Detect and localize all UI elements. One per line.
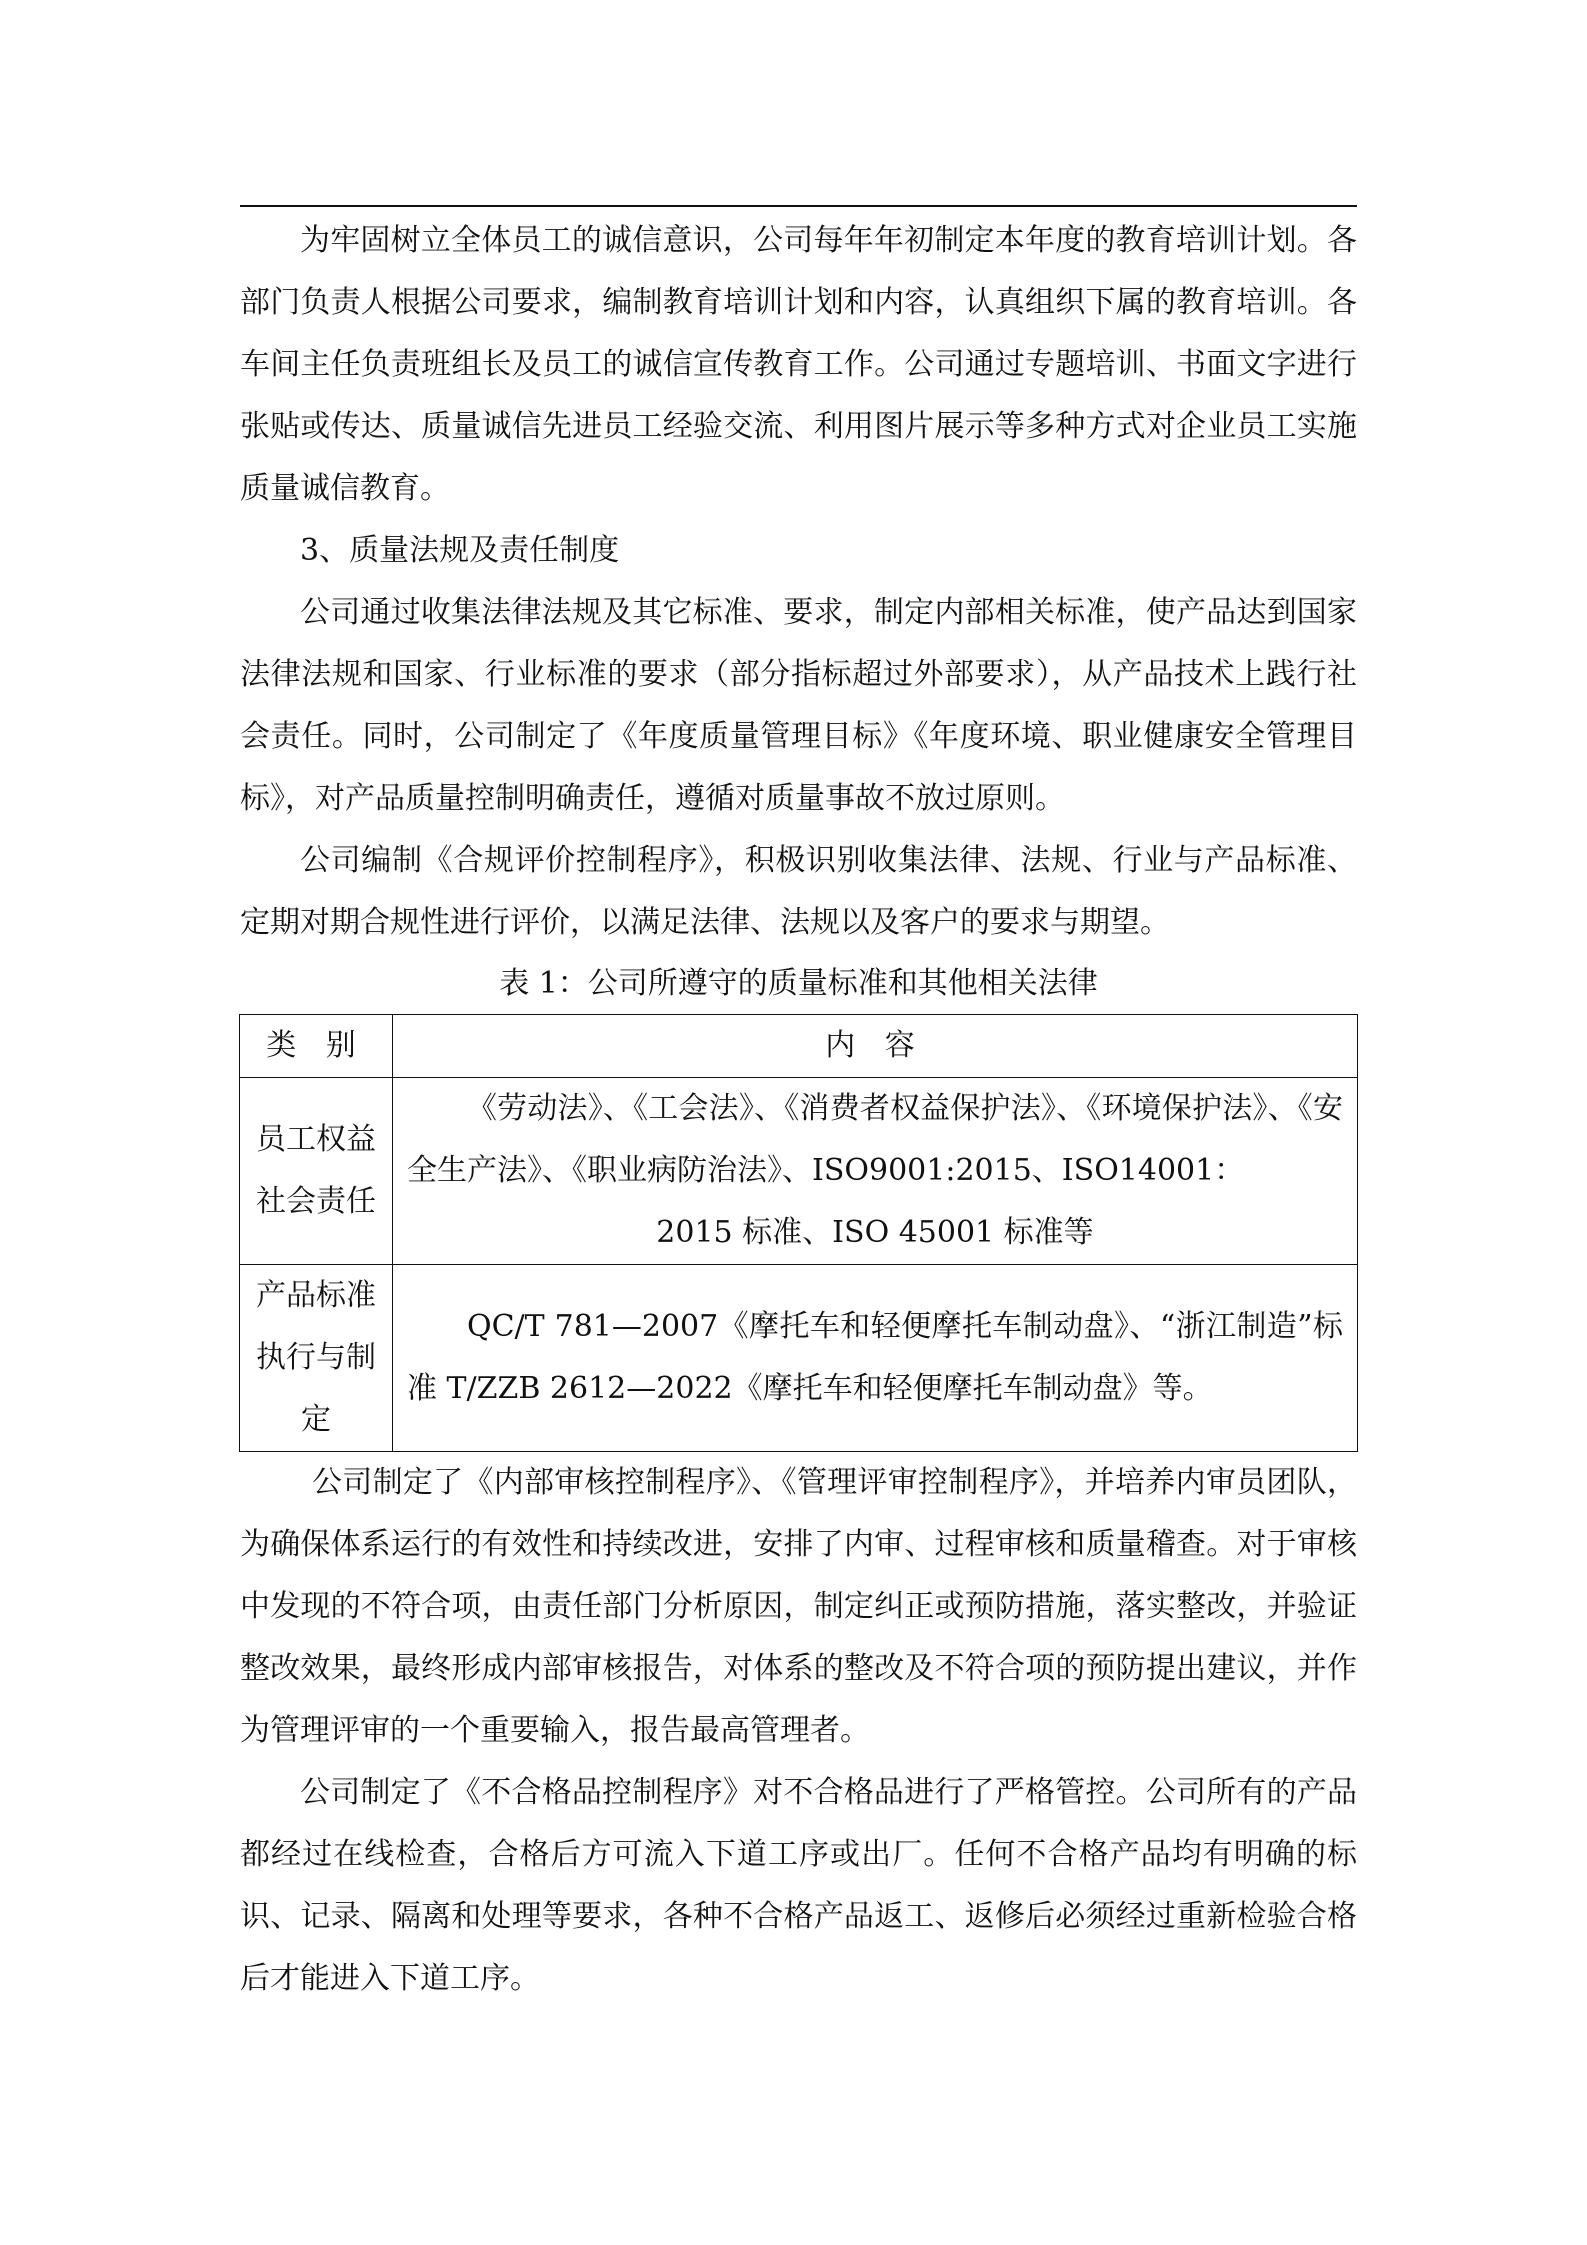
table-cell-category: 员工权益社会责任	[240, 1078, 393, 1265]
paragraph-nonconforming-control: 公司制定了《不合格品控制程序》对不合格品进行了严格管控。公司所有的产品都经过在线检查，合格后方可流入下道工序或出厂。任何不合格产品均有明确的标识、记录、隔离和处理等要求，各种不合格产品返工、返修后必须经过重新检验合格后才能进入下道工序。	[240, 1775, 1357, 1996]
paragraph-internal-audit: 公司制定了《内部审核控制程序》、《管理评审控制程序》，并培养内审员团队，为确保体系运行的有效性和持续改进，安排了内审、过程审核和质量稽查。对于审核中发现的不符合项，由责任部门分析原因，制定纠正或预防措施，落实整改，并验证整改效果，最终形成内部审核报告，对体系的整改及不符合项的预防提出建议，并作为管理评审的一个重要输入，报告最高管理者。	[240, 1465, 1357, 1748]
table-row	[240, 1078, 1358, 1265]
table-row	[240, 1265, 1358, 1452]
header-rule	[240, 205, 1357, 207]
table-cell-content-main: QC/T 781—2007《摩托车和轻便摩托车制动盘》、“浙江制造”标准 T/ZZB 2612—2022《摩托车和轻便摩托车制动盘》等。	[407, 1309, 1343, 1406]
document-body	[240, 210, 1357, 2010]
table-caption: 表 1：公司所遵守的质量标准和其他相关法律	[499, 966, 1098, 1001]
table-cell-content-tail: 2015 标准、ISO 45001 标准等	[656, 1215, 1094, 1250]
table-header-row	[240, 1015, 1358, 1078]
paragraph-compliance-evaluation: 公司编制《合规评价控制程序》，积极识别收集法律、法规、行业与产品标准、定期对期合规性进行评价，以满足法律、法规以及客户的要求与期望。	[240, 843, 1357, 940]
paragraph-integrity-training: 为牢固树立全体员工的诚信意识，公司每年年初制定本年度的教育培训计划。各部门负责人根据公司要求，编制教育培训计划和内容，认真组织下属的教育培训。各车间主任负责班组长及员工的诚信宣传教育工作。公司通过专题培训、书面文字进行张贴或传达、质量诚信先进员工经验交流、利用图片展示等多种方式对企业员工实施质量诚信教育。	[240, 223, 1357, 506]
standards-table	[239, 1014, 1358, 1452]
table-header-content: 内 容	[393, 1015, 1358, 1078]
table-cell-content-main: 《劳动法》、《工会法》、《消费者权益保护法》、《环境保护法》、《安全生产法》、《职业病防治法》、ISO9001:2015、ISO14001：	[407, 1091, 1343, 1188]
table-header-category: 类 别	[240, 1015, 393, 1078]
section-heading-quality-regulations: 3、质量法规及责任制度	[300, 533, 620, 568]
table-cell-content	[393, 1265, 1358, 1452]
table-cell-content	[393, 1078, 1358, 1265]
table-cell-category: 产品标准执行与制定	[240, 1265, 393, 1452]
paragraph-legal-standards: 公司通过收集法律法规及其它标准、要求，制定内部相关标准，使产品达到国家法律法规和国家、行业标准的要求（部分指标超过外部要求），从产品技术上践行社会责任。同时，公司制定了《年度质量管理目标》《年度环境、职业健康安全管理目标》，对产品质量控制明确责任，遵循对质量事故不放过原则。	[240, 595, 1357, 816]
